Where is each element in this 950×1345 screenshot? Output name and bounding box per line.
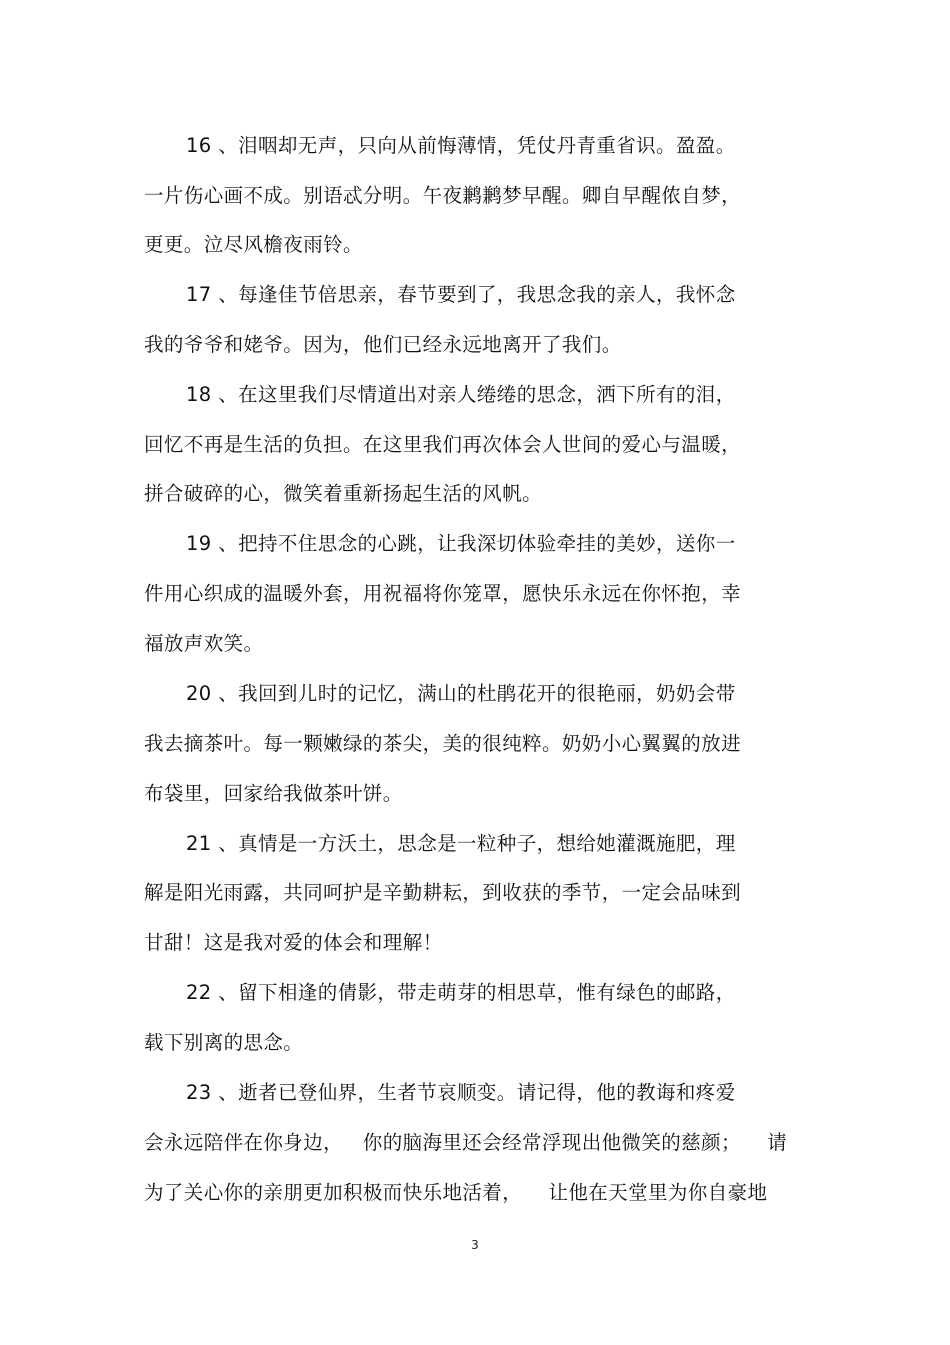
paragraph-16-line-1: 16 、泪咽却无声，只向从前悔薄情，凭仗丹青重省识。盈盈。 [186,134,736,157]
paragraph-22-line-2: 载下别离的思念。 [144,1031,304,1054]
paragraph-19-line-2: 件用心织成的温暖外套，用祝福将你笼罩，愿快乐永远在你怀抱，幸 [144,582,742,605]
paragraph-20-line-2: 我去摘茶叶。每一颗嫩绿的茶尖，美的很纯粹。奶奶小心翼翼的放进 [144,732,742,755]
paragraph-16-line-2: 一片伤心画不成。别语忒分明。午夜鹣鹣梦早醒。卿自早醒侬自梦， [144,184,742,207]
page-number: 3 [471,1238,479,1252]
paragraph-20-line-1: 20 、我回到儿时的记忆，满山的杜鹃花开的很艳丽，奶奶会带 [186,682,736,705]
paragraph-23-line-3: 为了关心你的亲朋更加积极而快乐地活着， 让他在天堂里为你自豪地 [144,1181,768,1204]
paragraph-17-line-2: 我的爷爷和姥爷。因为，他们已经永远地离开了我们。 [144,333,622,356]
paragraph-17-line-1: 17 、每逢佳节倍思亲，春节要到了，我思念我的亲人，我怀念 [186,283,736,306]
paragraph-22-line-1: 22 、留下相逢的倩影，带走萌芽的相思草，惟有绿色的邮路， [186,981,736,1004]
paragraph-19-line-1: 19 、把持不住思念的心跳，让我深切体验牵挂的美妙，送你一 [186,532,736,555]
paragraph-21-line-1: 21 、真情是一方沃土，思念是一粒种子，想给她灌溉施肥，理 [186,832,736,855]
paragraph-21-line-3: 甘甜！这是我对爱的体会和理解！ [144,931,443,954]
paragraph-19-line-3: 福放声欢笑。 [144,632,264,655]
paragraph-18-line-3: 拼合破碎的心，微笑着重新扬起生活的风帆。 [144,482,543,505]
paragraph-18-line-1: 18 、在这里我们尽情道出对亲人绻绻的思念，洒下所有的泪， [186,383,736,406]
paragraph-20-line-3: 布袋里，回家给我做茶叶饼。 [144,782,403,805]
paragraph-16-line-3: 更更。泣尽风檐夜雨铃。 [144,233,363,256]
paragraph-21-line-2: 解是阳光雨露，共同呵护是辛勤耕耘，到收获的季节，一定会品味到 [144,881,742,904]
paragraph-23-line-2: 会永远陪伴在你身边， 你的脑海里还会经常浮现出他微笑的慈颜； 请 [144,1131,788,1154]
paragraph-23-line-1: 23 、逝者已登仙界，生者节哀顺变。请记得，他的教诲和疼爱 [186,1081,736,1104]
paragraph-18-line-2: 回忆不再是生活的负担。在这里我们再次体会人世间的爱心与温暖， [144,433,742,456]
